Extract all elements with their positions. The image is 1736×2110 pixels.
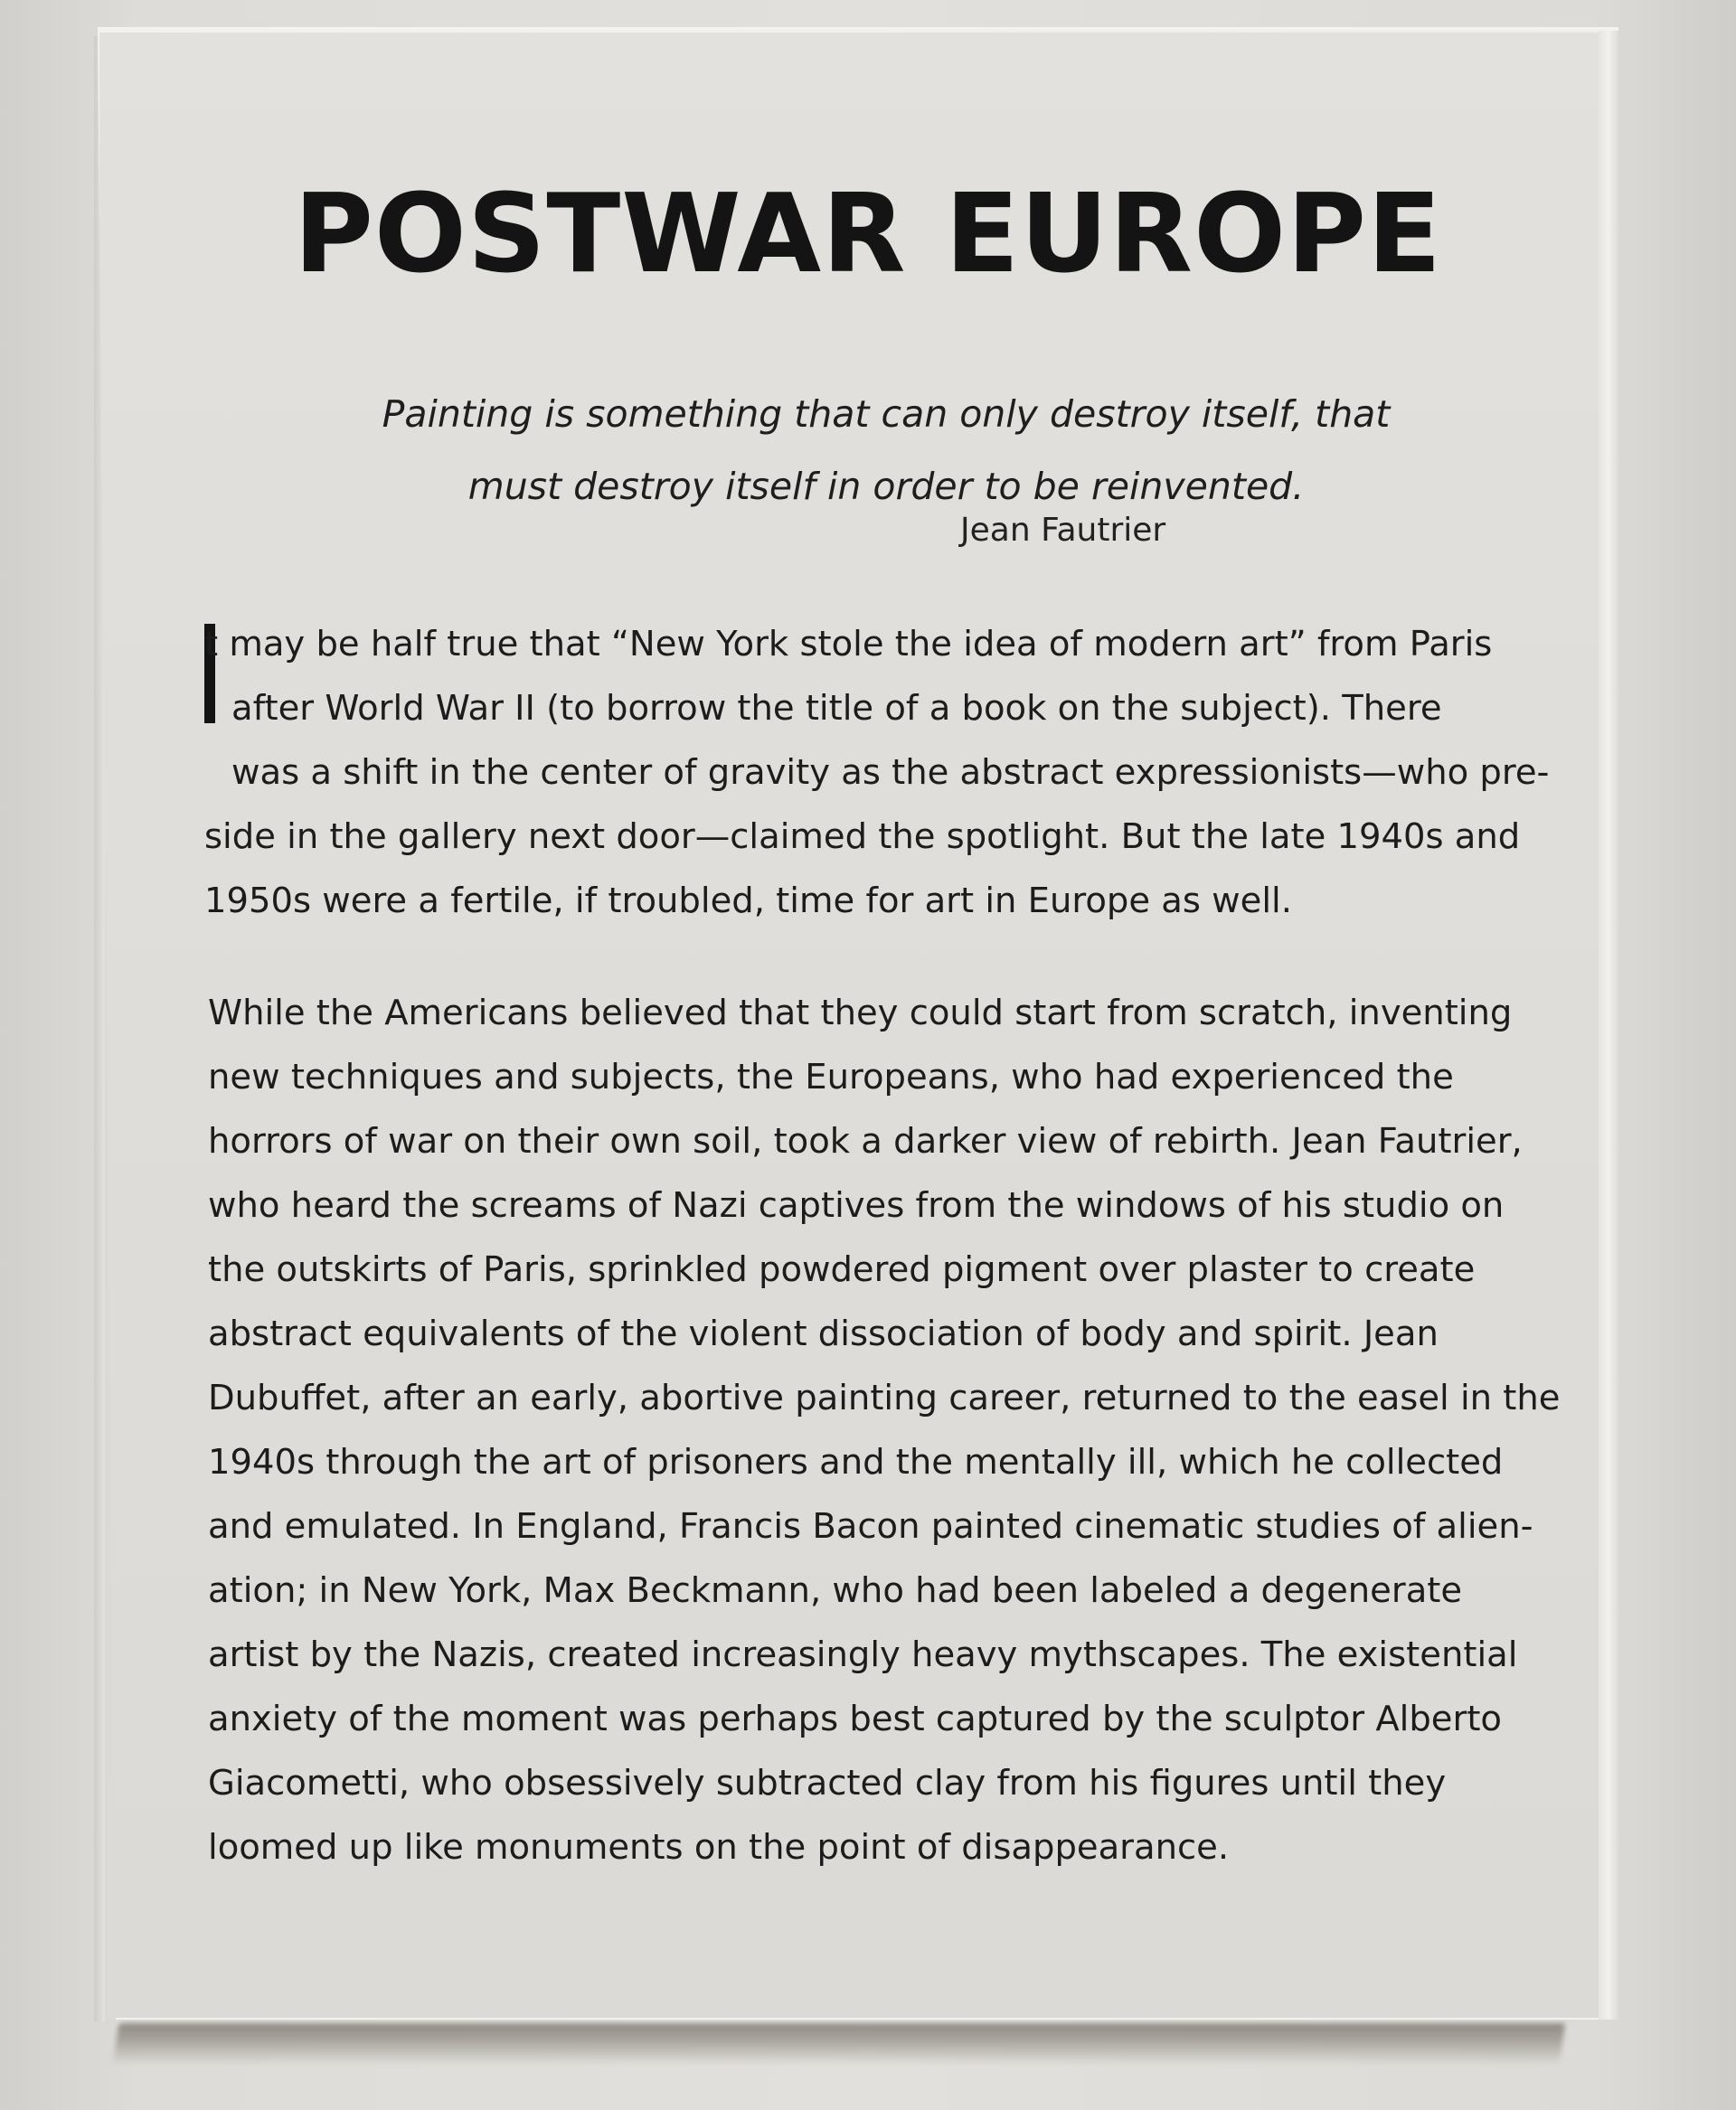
- paragraph-line: Dubuffet, after an early, abortive painting career, returned to the easel in the: [208, 1378, 1561, 1418]
- paragraph-line: after World War II (to borrow the title of a book on the subject). There: [231, 688, 1442, 729]
- epigraph-quote: [326, 378, 1447, 523]
- paragraph-line: who heard the screams of Nazi captives from the windows of his studio on: [208, 1185, 1505, 1226]
- paragraph-line: was a shift in the center of gravity as the abstract expressionists—who pre-: [231, 752, 1550, 793]
- intro-paragraph: [204, 612, 1550, 933]
- quote-line: Painting is something that can only destroy itself, that: [382, 392, 1391, 436]
- paragraph-line: horrors of war on their own soil, took a darker view of rebirth. Jean Fautrier,: [208, 1121, 1523, 1162]
- paragraph-line: Giacometti, who obsessively subtracted clay from his figures until they: [208, 1763, 1447, 1804]
- quote-line: must destroy itself in order to be reinvented.: [467, 465, 1305, 508]
- paragraph-line: 1940s through the art of prisoners and the mentally ill, which he collected: [208, 1442, 1504, 1483]
- paragraph-line: artist by the Nazis, created increasingly heavy mythscapes. The existential: [208, 1634, 1518, 1675]
- placard-right-edge: [1599, 31, 1618, 2020]
- paragraph-line: anxiety of the moment was perhaps best captured by the sculptor Alberto: [208, 1699, 1502, 1739]
- paragraph-line: side in the gallery next door—claimed the spotlight. But the late 1940s and: [204, 816, 1521, 857]
- paragraph-line: t may be half true that “New York stole the idea of modern art” from Paris: [204, 624, 1493, 664]
- placard-shadow: [113, 2023, 1565, 2065]
- placard-title: POSTWAR EUROPE: [293, 172, 1442, 297]
- paragraph-line: 1950s were a fertile, if troubled, time for art in Europe as well.: [204, 881, 1292, 921]
- paragraph-line: loomed up like monuments on the point of disappearance.: [208, 1827, 1230, 1868]
- paragraph-line: While the Americans believed that they could start from scratch, inventing: [208, 993, 1513, 1033]
- paragraph-line: ation; in New York, Max Beckmann, who had been labeled a degenerate: [208, 1570, 1463, 1611]
- paragraph-line: new techniques and subjects, the Europeans, who had experienced the: [208, 1057, 1454, 1097]
- paragraph-line: the outskirts of Paris, sprinkled powdered pigment over plaster to create: [208, 1249, 1476, 1290]
- body-paragraph: [208, 981, 1561, 1879]
- paragraph-line: abstract equivalents of the violent dissociation of body and spirit. Jean: [208, 1314, 1439, 1354]
- quote-attribution: Jean Fautrier: [960, 512, 1166, 549]
- paragraph-line: and emulated. In England, Francis Bacon painted cinematic studies of alien-: [208, 1506, 1533, 1547]
